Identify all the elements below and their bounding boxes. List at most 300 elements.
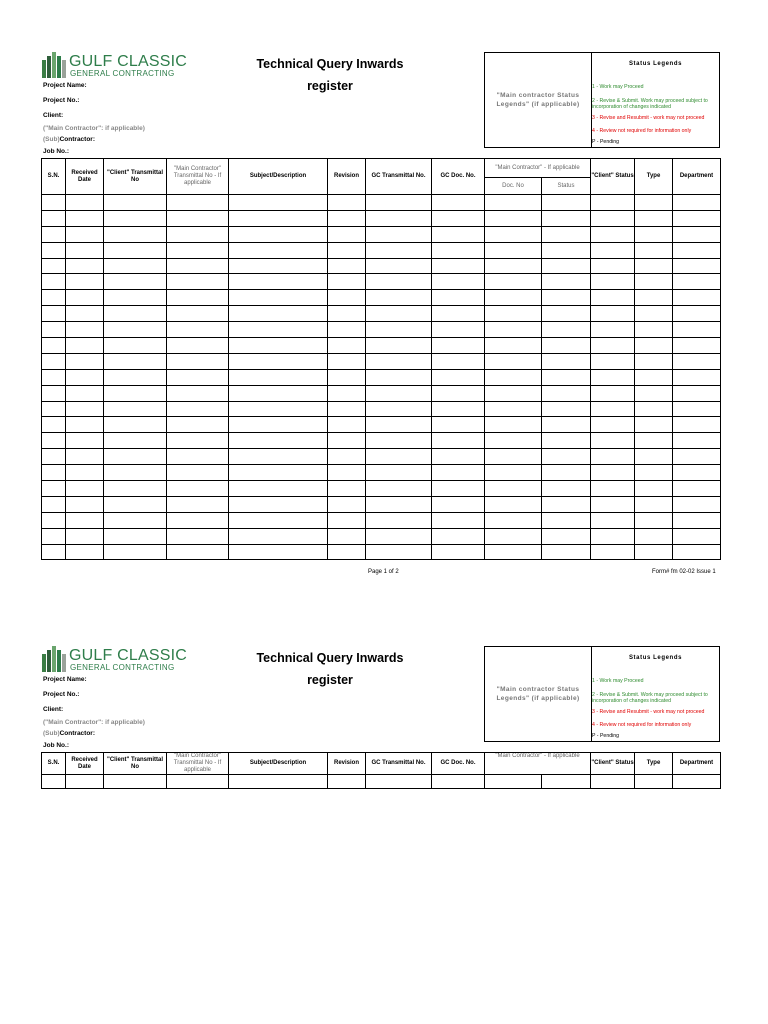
table-cell[interactable] [591, 512, 635, 528]
table-cell[interactable] [432, 338, 485, 354]
table-cell[interactable] [328, 274, 366, 290]
table-cell[interactable] [591, 544, 635, 560]
table-cell[interactable] [42, 544, 66, 560]
table-cell[interactable] [42, 322, 66, 338]
table-cell[interactable] [542, 369, 591, 385]
table-cell[interactable] [328, 528, 366, 544]
table-cell[interactable] [635, 528, 673, 544]
table-cell[interactable] [432, 195, 485, 211]
table-cell[interactable] [485, 306, 542, 322]
table-cell[interactable] [673, 338, 721, 354]
table-cell[interactable] [542, 258, 591, 274]
table-cell[interactable] [591, 274, 635, 290]
table-cell[interactable] [542, 465, 591, 481]
table-cell[interactable] [485, 242, 542, 258]
table-cell[interactable] [229, 449, 328, 465]
table-cell[interactable] [542, 528, 591, 544]
table-cell[interactable] [542, 338, 591, 354]
table-cell[interactable] [328, 210, 366, 226]
table-cell[interactable] [635, 544, 673, 560]
table-cell[interactable] [542, 496, 591, 512]
table-cell[interactable] [167, 226, 229, 242]
table-cell[interactable] [104, 258, 167, 274]
table-cell[interactable] [104, 496, 167, 512]
table-cell[interactable] [432, 528, 485, 544]
table-cell[interactable] [485, 528, 542, 544]
table-cell[interactable] [66, 401, 104, 417]
table-cell[interactable] [591, 481, 635, 497]
table-cell[interactable] [66, 385, 104, 401]
table-cell[interactable] [635, 496, 673, 512]
table-cell[interactable] [42, 401, 66, 417]
table-cell[interactable] [229, 544, 328, 560]
table-cell[interactable] [432, 274, 485, 290]
table-cell[interactable] [432, 433, 485, 449]
table-cell[interactable] [167, 290, 229, 306]
table-cell[interactable] [229, 210, 328, 226]
table-cell[interactable] [229, 290, 328, 306]
table-cell[interactable] [673, 544, 721, 560]
table-cell[interactable] [673, 353, 721, 369]
table-cell[interactable] [167, 433, 229, 449]
table-cell[interactable] [432, 242, 485, 258]
table-cell[interactable] [542, 417, 591, 433]
table-cell[interactable] [66, 306, 104, 322]
table-cell[interactable] [485, 322, 542, 338]
table-cell[interactable] [167, 195, 229, 211]
table-cell[interactable] [635, 449, 673, 465]
table-cell[interactable] [366, 385, 432, 401]
table-cell[interactable] [42, 481, 66, 497]
table-cell[interactable] [635, 226, 673, 242]
table-cell[interactable] [167, 465, 229, 481]
table-cell[interactable] [591, 385, 635, 401]
table-cell[interactable] [635, 338, 673, 354]
table-cell[interactable] [591, 210, 635, 226]
table-cell[interactable] [591, 195, 635, 211]
table-cell[interactable] [485, 465, 542, 481]
table-cell[interactable] [542, 226, 591, 242]
table-cell[interactable] [42, 195, 66, 211]
table-cell[interactable] [635, 210, 673, 226]
table-cell[interactable] [432, 449, 485, 465]
table-cell[interactable] [673, 481, 721, 497]
table-cell[interactable] [485, 210, 542, 226]
table-cell[interactable] [485, 417, 542, 433]
table-cell[interactable] [66, 290, 104, 306]
table-cell[interactable] [104, 210, 167, 226]
table-cell[interactable] [167, 481, 229, 497]
table-cell[interactable] [432, 465, 485, 481]
table-cell[interactable] [591, 322, 635, 338]
table-cell[interactable] [104, 226, 167, 242]
table-cell[interactable] [104, 322, 167, 338]
table-cell[interactable] [42, 210, 66, 226]
table-cell[interactable] [635, 465, 673, 481]
table-cell[interactable] [673, 306, 721, 322]
table-cell[interactable] [673, 401, 721, 417]
table-cell[interactable] [104, 306, 167, 322]
table-cell[interactable] [328, 322, 366, 338]
table-cell[interactable] [485, 449, 542, 465]
table-cell[interactable] [66, 353, 104, 369]
table-cell[interactable] [229, 433, 328, 449]
table-cell[interactable] [432, 544, 485, 560]
table-cell[interactable] [635, 353, 673, 369]
table-cell[interactable] [229, 481, 328, 497]
table-cell[interactable] [167, 242, 229, 258]
table-cell[interactable] [104, 274, 167, 290]
table-cell[interactable] [542, 274, 591, 290]
table-cell[interactable] [542, 195, 591, 211]
table-cell[interactable] [366, 226, 432, 242]
table-cell[interactable] [229, 353, 328, 369]
table-cell[interactable] [366, 544, 432, 560]
table-cell[interactable] [66, 195, 104, 211]
table-cell[interactable] [542, 512, 591, 528]
table-cell[interactable] [635, 369, 673, 385]
table-cell[interactable] [366, 481, 432, 497]
table-cell[interactable] [366, 274, 432, 290]
table-cell[interactable] [167, 449, 229, 465]
table-cell[interactable] [635, 242, 673, 258]
table-cell[interactable] [366, 210, 432, 226]
table-cell[interactable] [673, 465, 721, 481]
table-cell[interactable] [328, 353, 366, 369]
table-cell[interactable] [542, 353, 591, 369]
table-cell[interactable] [591, 353, 635, 369]
table-cell[interactable] [42, 449, 66, 465]
table-cell[interactable] [42, 496, 66, 512]
table-cell[interactable] [673, 528, 721, 544]
table-cell[interactable] [591, 496, 635, 512]
table-cell[interactable] [66, 433, 104, 449]
table-cell[interactable] [328, 433, 366, 449]
table-cell[interactable] [542, 481, 591, 497]
table-cell[interactable] [229, 401, 328, 417]
table-cell[interactable] [104, 401, 167, 417]
table-cell[interactable] [66, 210, 104, 226]
table-cell[interactable] [66, 274, 104, 290]
table-cell[interactable] [591, 465, 635, 481]
table-cell[interactable] [366, 528, 432, 544]
table-cell[interactable] [432, 369, 485, 385]
table-cell[interactable] [591, 290, 635, 306]
table-cell[interactable] [591, 433, 635, 449]
table-cell[interactable] [42, 385, 66, 401]
table-cell[interactable] [229, 195, 328, 211]
table-cell[interactable] [635, 512, 673, 528]
table-cell[interactable] [432, 481, 485, 497]
table-cell[interactable] [328, 481, 366, 497]
table-cell[interactable] [542, 210, 591, 226]
table-cell[interactable] [485, 433, 542, 449]
table-cell[interactable] [328, 496, 366, 512]
table-cell[interactable] [167, 544, 229, 560]
table-cell[interactable] [591, 449, 635, 465]
table-cell[interactable] [328, 226, 366, 242]
table-cell[interactable] [167, 274, 229, 290]
table-cell[interactable] [485, 258, 542, 274]
table-cell[interactable] [104, 449, 167, 465]
table-cell[interactable] [328, 242, 366, 258]
table-cell[interactable] [591, 338, 635, 354]
table-cell[interactable] [635, 433, 673, 449]
table-cell[interactable] [42, 338, 66, 354]
table-cell[interactable] [432, 353, 485, 369]
table-cell[interactable] [591, 528, 635, 544]
table-cell[interactable] [485, 226, 542, 242]
table-cell[interactable] [485, 290, 542, 306]
table-cell[interactable] [42, 226, 66, 242]
table-cell[interactable] [485, 401, 542, 417]
table-cell[interactable] [328, 258, 366, 274]
table-cell[interactable] [432, 512, 485, 528]
table-cell[interactable] [104, 353, 167, 369]
table-cell[interactable] [42, 433, 66, 449]
table-cell[interactable] [66, 544, 104, 560]
table-cell[interactable] [167, 496, 229, 512]
table-cell[interactable] [104, 369, 167, 385]
table-cell[interactable] [366, 338, 432, 354]
table-cell[interactable] [328, 544, 366, 560]
table-cell[interactable] [328, 338, 366, 354]
table-cell[interactable] [104, 544, 167, 560]
table-cell[interactable] [66, 226, 104, 242]
table-cell[interactable] [229, 306, 328, 322]
table-cell[interactable] [635, 322, 673, 338]
table-cell[interactable] [673, 385, 721, 401]
table-cell[interactable] [673, 195, 721, 211]
table-cell[interactable] [366, 306, 432, 322]
table-cell[interactable] [673, 258, 721, 274]
table-cell[interactable] [485, 385, 542, 401]
table-cell[interactable] [229, 512, 328, 528]
table-cell[interactable] [366, 353, 432, 369]
table-cell[interactable] [432, 306, 485, 322]
table-cell[interactable] [485, 369, 542, 385]
table-cell[interactable] [366, 401, 432, 417]
table-cell[interactable] [591, 369, 635, 385]
table-cell[interactable] [42, 528, 66, 544]
table-cell[interactable] [66, 417, 104, 433]
table-cell[interactable] [432, 496, 485, 512]
table-cell[interactable] [635, 401, 673, 417]
table-cell[interactable] [366, 433, 432, 449]
table-cell[interactable] [432, 385, 485, 401]
table-cell[interactable] [366, 369, 432, 385]
table-cell[interactable] [167, 528, 229, 544]
table-cell[interactable] [66, 242, 104, 258]
table-cell[interactable] [328, 417, 366, 433]
table-cell[interactable] [591, 226, 635, 242]
table-cell[interactable] [42, 258, 66, 274]
table-cell[interactable] [542, 385, 591, 401]
table-cell[interactable] [104, 417, 167, 433]
table-cell[interactable] [542, 306, 591, 322]
table-cell[interactable] [229, 528, 328, 544]
table-cell[interactable] [66, 528, 104, 544]
table-cell[interactable] [542, 290, 591, 306]
table-cell[interactable] [167, 385, 229, 401]
table-cell[interactable] [432, 290, 485, 306]
table-cell[interactable] [673, 512, 721, 528]
table-cell[interactable] [328, 385, 366, 401]
table-cell[interactable] [229, 369, 328, 385]
table-cell[interactable] [673, 496, 721, 512]
table-cell[interactable] [635, 195, 673, 211]
table-cell[interactable] [42, 274, 66, 290]
table-cell[interactable] [366, 322, 432, 338]
table-cell[interactable] [229, 417, 328, 433]
table-cell[interactable] [673, 433, 721, 449]
table-cell[interactable] [432, 210, 485, 226]
table-cell[interactable] [673, 210, 721, 226]
table-cell[interactable] [673, 417, 721, 433]
table-cell[interactable] [328, 449, 366, 465]
table-cell[interactable] [542, 544, 591, 560]
table-cell[interactable] [104, 512, 167, 528]
table-cell[interactable] [66, 338, 104, 354]
table-cell[interactable] [229, 274, 328, 290]
table-cell[interactable] [432, 322, 485, 338]
table-cell[interactable] [635, 481, 673, 497]
table-cell[interactable] [366, 417, 432, 433]
table-cell[interactable] [366, 242, 432, 258]
table-cell[interactable] [167, 401, 229, 417]
table-cell[interactable] [673, 290, 721, 306]
table-cell[interactable] [485, 274, 542, 290]
table-cell[interactable] [635, 306, 673, 322]
table-cell[interactable] [591, 401, 635, 417]
table-cell[interactable] [42, 417, 66, 433]
table-cell[interactable] [167, 353, 229, 369]
table-cell[interactable] [328, 290, 366, 306]
table-cell[interactable] [542, 401, 591, 417]
table-cell[interactable] [485, 512, 542, 528]
table-cell[interactable] [104, 528, 167, 544]
table-cell[interactable] [66, 481, 104, 497]
table-cell[interactable] [485, 496, 542, 512]
table-cell[interactable] [485, 544, 542, 560]
table-cell[interactable] [328, 306, 366, 322]
table-cell[interactable] [542, 242, 591, 258]
table-cell[interactable] [167, 322, 229, 338]
table-cell[interactable] [432, 226, 485, 242]
table-cell[interactable] [485, 195, 542, 211]
table-cell[interactable] [485, 353, 542, 369]
table-cell[interactable] [366, 465, 432, 481]
table-cell[interactable] [229, 322, 328, 338]
table-cell[interactable] [229, 465, 328, 481]
table-cell[interactable] [591, 258, 635, 274]
table-cell[interactable] [42, 242, 66, 258]
table-cell[interactable] [42, 306, 66, 322]
table-cell[interactable] [167, 512, 229, 528]
table-cell[interactable] [366, 449, 432, 465]
table-cell[interactable] [673, 369, 721, 385]
table-cell[interactable] [167, 258, 229, 274]
table-cell[interactable] [673, 274, 721, 290]
table-cell[interactable] [66, 258, 104, 274]
table-cell[interactable] [673, 226, 721, 242]
table-cell[interactable] [635, 258, 673, 274]
table-cell[interactable] [104, 242, 167, 258]
table-cell[interactable] [104, 465, 167, 481]
table-cell[interactable] [591, 306, 635, 322]
table-cell[interactable] [167, 338, 229, 354]
table-cell[interactable] [635, 290, 673, 306]
table-cell[interactable] [167, 210, 229, 226]
table-cell[interactable] [42, 369, 66, 385]
table-cell[interactable] [104, 195, 167, 211]
table-cell[interactable] [485, 338, 542, 354]
table-cell[interactable] [104, 290, 167, 306]
table-cell[interactable] [673, 242, 721, 258]
table-cell[interactable] [229, 258, 328, 274]
table-cell[interactable] [328, 401, 366, 417]
table-cell[interactable] [66, 369, 104, 385]
table-cell[interactable] [366, 258, 432, 274]
table-cell[interactable] [104, 385, 167, 401]
table-cell[interactable] [42, 353, 66, 369]
table-cell[interactable] [366, 512, 432, 528]
table-cell[interactable] [66, 449, 104, 465]
table-cell[interactable] [542, 449, 591, 465]
table-cell[interactable] [167, 417, 229, 433]
table-cell[interactable] [104, 338, 167, 354]
table-cell[interactable] [432, 258, 485, 274]
table-cell[interactable] [591, 242, 635, 258]
table-cell[interactable] [328, 195, 366, 211]
table-cell[interactable] [328, 465, 366, 481]
table-cell[interactable] [635, 274, 673, 290]
table-cell[interactable] [432, 401, 485, 417]
table-cell[interactable] [167, 306, 229, 322]
table-cell[interactable] [366, 290, 432, 306]
table-cell[interactable] [673, 449, 721, 465]
table-cell[interactable] [542, 433, 591, 449]
table-cell[interactable] [673, 322, 721, 338]
table-cell[interactable] [66, 465, 104, 481]
table-cell[interactable] [229, 338, 328, 354]
table-cell[interactable] [66, 322, 104, 338]
table-cell[interactable] [229, 385, 328, 401]
table-cell[interactable] [542, 322, 591, 338]
table-cell[interactable] [42, 290, 66, 306]
table-cell[interactable] [366, 195, 432, 211]
table-cell[interactable] [104, 433, 167, 449]
table-cell[interactable] [229, 242, 328, 258]
table-cell[interactable] [485, 481, 542, 497]
table-cell[interactable] [66, 496, 104, 512]
table-cell[interactable] [591, 417, 635, 433]
table-cell[interactable] [229, 496, 328, 512]
table-cell[interactable] [42, 465, 66, 481]
table-cell[interactable] [66, 512, 104, 528]
table-cell[interactable] [635, 385, 673, 401]
table-cell[interactable] [229, 226, 328, 242]
table-cell[interactable] [104, 481, 167, 497]
table-cell[interactable] [328, 369, 366, 385]
table-cell[interactable] [167, 369, 229, 385]
table-cell[interactable] [432, 417, 485, 433]
table-cell[interactable] [42, 512, 66, 528]
main-contractor-label: ("Main Contractor": if applicable) [43, 125, 145, 132]
table-cell[interactable] [328, 512, 366, 528]
table-cell[interactable] [366, 496, 432, 512]
table-cell[interactable] [635, 417, 673, 433]
